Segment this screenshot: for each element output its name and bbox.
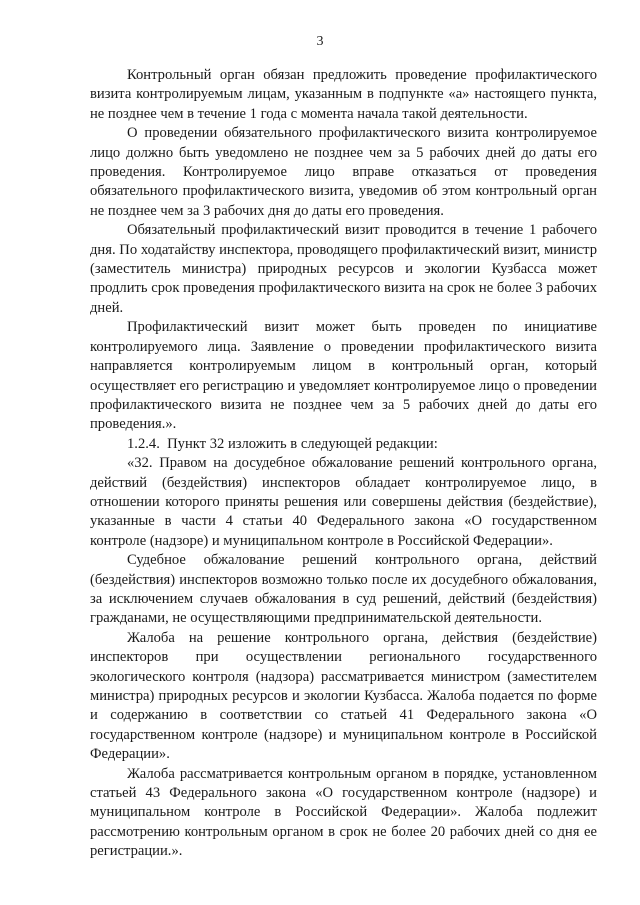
paragraph-9: Жалоба рассматривается контрольным органом в порядке, установленном статьей 43 Федерального закона «О государственном контроле (надзоре) и муниципальном контроле в Российской Федерации». Жалоба подлежит рассмотрению контрольным органом в срок не более 20 рабочих дней со дня ее регистрации.».: [90, 765, 597, 860]
paragraph-6: «32. Правом на досудебное обжалование решений контрольного органа, действий (бездействия) инспекторов обладает контролируемое лицо, в отношении которого приняты решения или совершены действия (бездействие), указанные в части 4 статьи 40 Федерального закона «О государственном контроле (надзоре) и муниципальном контроле в Российской Федерации».: [90, 455, 597, 549]
document-body: [90, 66, 597, 862]
paragraph-5-clause-heading: 1.2.4. Пункт 32 изложить в следующей редакции:: [127, 435, 438, 452]
paragraph-2: О проведении обязательного профилактического визита контролируемое лицо должно быть уведомлено не позднее чем за 5 рабочих дней до даты его проведения. Контролируемое лицо вправе отказаться от проведения обязательного профилактического визита, уведомив об этом контрольный орган не позднее чем за 3 рабочих дня до даты его проведения.: [90, 125, 597, 219]
paragraph-1: Контрольный орган обязан предложить проведение профилактического визита контролируемым лицам, указанным в подпункте «а» настоящего пункта, не позднее чем в течение 1 года с момента начала такой деятельности.: [90, 67, 597, 122]
page-number: 3: [316, 34, 324, 49]
paragraph-3: Обязательный профилактический визит проводится в течение 1 рабочего дня. По ходатайству инспектора, проводящего профилактический визит, министр (заместитель министра) природных ресурсов и экологии Кузбасса может продлить срок проведения профилактического визита на срок не более 3 рабочих дней.: [90, 222, 597, 316]
paragraph-7: Судебное обжалование решений контрольного органа, действий (бездействия) инспекторов возможно только после их досудебного обжалования, за исключением случаев обжалования в суд решений, действий (бездействия) гражданами, не осуществляющими предпринимательской деятельности.: [90, 552, 597, 627]
paragraph-4: Профилактический визит может быть проведен по инициативе контролируемого лица. Заявление о проведении профилактического визита направляется контролируемым лицом в контрольный орган, который осуществляет его регистрацию и уведомляет контролируемое лицо о проведении профилактического визита не позднее чем за 5 рабочих дней до даты его проведения.».: [90, 319, 597, 433]
paragraph-8: Жалоба на решение контрольного органа, действия (бездействие) инспекторов при осуществлении регионального государственного экологического контроля (надзора) рассматривается министром (заместителем министра) природных ресурсов и экологии Кузбасса. Жалоба подается по форме и содержанию в соответствии со статьей 41 Федерального закона «О государственном контроле (надзоре) и муниципальном контроле в Российской Федерации».: [90, 629, 597, 763]
